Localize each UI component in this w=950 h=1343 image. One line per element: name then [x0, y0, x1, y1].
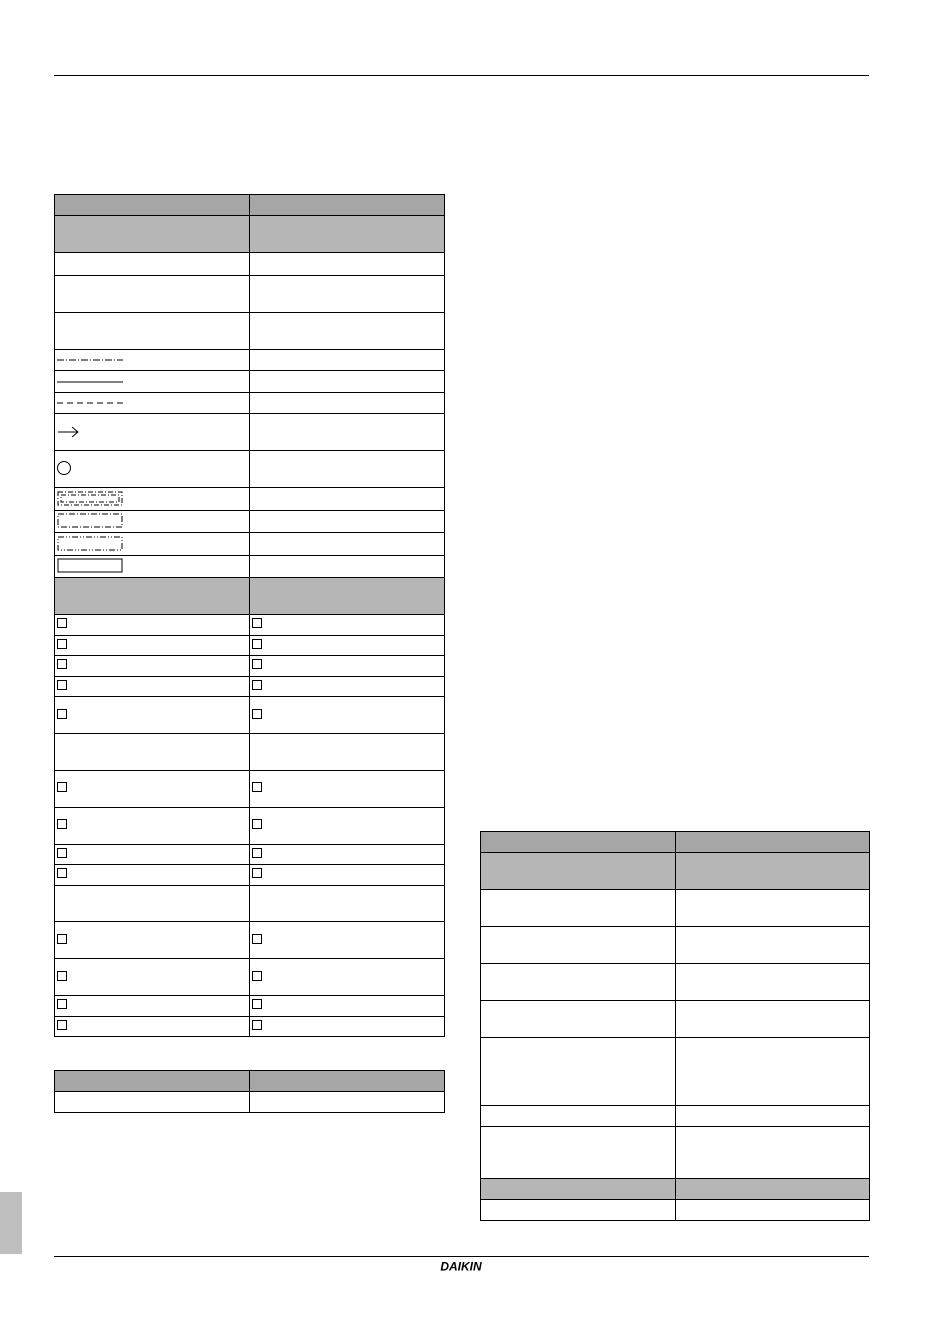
checkbox-icon	[57, 639, 67, 649]
table-row	[481, 1127, 870, 1179]
table-cell	[676, 927, 870, 964]
table-row	[55, 734, 445, 771]
footer-rule	[54, 1256, 869, 1257]
table-row	[55, 312, 445, 349]
table-row	[55, 370, 445, 393]
table-cell	[55, 555, 250, 578]
checkbox-icon	[57, 848, 67, 858]
table-cell	[481, 1001, 676, 1038]
table-row	[481, 927, 870, 964]
table-cell	[250, 844, 445, 865]
table-cell	[250, 370, 445, 393]
table-cell	[55, 865, 250, 886]
table-cell	[250, 216, 445, 253]
table-row	[55, 349, 445, 370]
checkbox-icon	[57, 1020, 67, 1030]
table-cell	[676, 1127, 870, 1179]
table-cell	[250, 253, 445, 276]
table-cell	[250, 885, 445, 922]
solid-box-icon	[57, 558, 125, 574]
table-row	[55, 393, 445, 414]
arrow-icon	[57, 425, 81, 439]
table-cell	[55, 656, 250, 677]
checkbox-icon	[57, 999, 67, 1009]
table-cell	[250, 734, 445, 771]
checkbox-icon	[252, 999, 262, 1009]
table-cell	[55, 533, 250, 556]
table-header-row	[55, 195, 445, 216]
table-cell	[55, 349, 250, 370]
table-row	[55, 959, 445, 996]
table-row	[55, 253, 445, 276]
table-row	[481, 1106, 870, 1127]
table-cell	[55, 578, 250, 615]
table-cell	[481, 853, 676, 890]
table-cell	[250, 676, 445, 697]
checkbox-icon	[252, 1020, 262, 1030]
table-cell	[55, 451, 250, 488]
checkbox-icon	[252, 680, 262, 690]
table-cell	[481, 1038, 676, 1106]
table-cell	[676, 890, 870, 927]
daikin-logo	[430, 1260, 492, 1272]
table-cell	[55, 312, 250, 349]
table-row	[481, 1038, 870, 1106]
table-cell	[250, 807, 445, 844]
dashed-line-icon	[57, 400, 123, 406]
table-row	[55, 555, 445, 578]
table-cell	[55, 922, 250, 959]
table-cell	[55, 635, 250, 656]
table-cell	[55, 510, 250, 533]
table-row	[55, 510, 445, 533]
table-cell	[481, 1179, 676, 1200]
checkbox-icon	[252, 848, 262, 858]
dash-dot-line-icon	[57, 357, 123, 363]
table-row	[55, 635, 445, 656]
table-cell	[55, 615, 250, 636]
table-cell	[250, 312, 445, 349]
table-cell	[250, 922, 445, 959]
side-tab	[0, 1192, 22, 1254]
table-cell	[250, 615, 445, 636]
table-row	[55, 996, 445, 1017]
table-cell	[481, 1127, 676, 1179]
checkbox-icon	[252, 819, 262, 829]
checkbox-icon	[252, 618, 262, 628]
table-cell	[250, 275, 445, 312]
small-table	[54, 1070, 445, 1113]
right-table	[480, 831, 870, 1221]
checkbox-icon	[57, 680, 67, 690]
table-cell	[250, 656, 445, 677]
table-cell	[250, 510, 445, 533]
table-cell	[55, 676, 250, 697]
table-cell	[55, 807, 250, 844]
table-subheader-row	[481, 853, 870, 890]
table-cell	[55, 697, 250, 734]
table-cell	[676, 1106, 870, 1127]
table-row	[55, 844, 445, 865]
table-cell	[55, 844, 250, 865]
table-cell	[481, 927, 676, 964]
table-row	[55, 1092, 445, 1113]
table-cell	[55, 414, 250, 451]
table-row	[55, 414, 445, 451]
table-row	[481, 1200, 870, 1221]
table-cell	[676, 832, 870, 853]
table-cell	[55, 195, 250, 216]
table-cell	[55, 253, 250, 276]
table-cell	[676, 964, 870, 1001]
table-row	[55, 770, 445, 807]
table-cell	[55, 370, 250, 393]
table-cell	[481, 1200, 676, 1221]
table-cell	[55, 996, 250, 1017]
table-row	[55, 533, 445, 556]
table-row	[55, 676, 445, 697]
checkbox-icon	[252, 782, 262, 792]
table-row	[55, 885, 445, 922]
table-row	[55, 697, 445, 734]
checkbox-icon	[252, 868, 262, 878]
table-cell	[250, 451, 445, 488]
table-row	[55, 451, 445, 488]
checkbox-icon	[57, 659, 67, 669]
table-header-row	[481, 832, 870, 853]
table-subheader-row	[55, 578, 445, 615]
table-cell	[55, 216, 250, 253]
table-cell	[250, 349, 445, 370]
table-cell	[250, 959, 445, 996]
table-cell	[250, 414, 445, 451]
table-cell	[676, 1001, 870, 1038]
table-row	[55, 275, 445, 312]
table-cell	[55, 885, 250, 922]
table-cell	[55, 1092, 250, 1113]
checkbox-icon	[252, 971, 262, 981]
table-row	[55, 807, 445, 844]
table-row	[55, 922, 445, 959]
checkbox-icon	[57, 868, 67, 878]
table-grey-row	[481, 1179, 870, 1200]
legend-table	[54, 194, 445, 1037]
table-row	[55, 656, 445, 677]
table-cell	[481, 890, 676, 927]
table-cell	[55, 1016, 250, 1037]
table-cell	[55, 1071, 250, 1092]
circle-icon	[57, 461, 71, 475]
table-header-row	[55, 1071, 445, 1092]
table-cell	[676, 1038, 870, 1106]
table-cell	[250, 488, 445, 511]
table-cell	[250, 1092, 445, 1113]
table-row	[55, 1016, 445, 1037]
table-cell	[250, 865, 445, 886]
table-cell	[250, 635, 445, 656]
table-row	[55, 615, 445, 636]
checkbox-icon	[57, 709, 67, 719]
table-cell	[55, 275, 250, 312]
table-cell	[250, 393, 445, 414]
checkbox-icon	[57, 971, 67, 981]
double-dash-box-icon	[57, 491, 125, 507]
table-cell	[250, 195, 445, 216]
table-row	[481, 890, 870, 927]
checkbox-icon	[252, 934, 262, 944]
checkbox-icon	[57, 819, 67, 829]
table-row	[481, 964, 870, 1001]
table-cell	[481, 964, 676, 1001]
table-cell	[55, 959, 250, 996]
table-row	[55, 865, 445, 886]
checkbox-icon	[252, 709, 262, 719]
table-cell	[250, 1016, 445, 1037]
table-cell	[250, 1071, 445, 1092]
checkbox-icon	[57, 934, 67, 944]
checkbox-icon	[252, 659, 262, 669]
dash-dot-dot-box-icon	[57, 536, 125, 552]
table-row	[481, 1001, 870, 1038]
header-rule	[54, 75, 869, 76]
table-cell	[676, 1200, 870, 1221]
table-cell	[55, 393, 250, 414]
table-cell	[55, 734, 250, 771]
checkbox-icon	[252, 639, 262, 649]
table-cell	[250, 770, 445, 807]
checkbox-icon	[57, 782, 67, 792]
table-subheader-row	[55, 216, 445, 253]
table-cell	[250, 533, 445, 556]
table-cell	[55, 488, 250, 511]
table-cell	[676, 853, 870, 890]
table-row	[55, 488, 445, 511]
table-cell	[676, 1179, 870, 1200]
table-cell	[250, 996, 445, 1017]
table-cell	[250, 578, 445, 615]
dash-dot-box-icon	[57, 513, 125, 529]
solid-line-icon	[57, 378, 123, 384]
table-cell	[481, 832, 676, 853]
checkbox-icon	[57, 618, 67, 628]
logo-text: DAIKIN	[440, 1260, 482, 1272]
table-cell	[55, 770, 250, 807]
table-cell	[481, 1106, 676, 1127]
table-cell	[250, 555, 445, 578]
table-cell	[250, 697, 445, 734]
